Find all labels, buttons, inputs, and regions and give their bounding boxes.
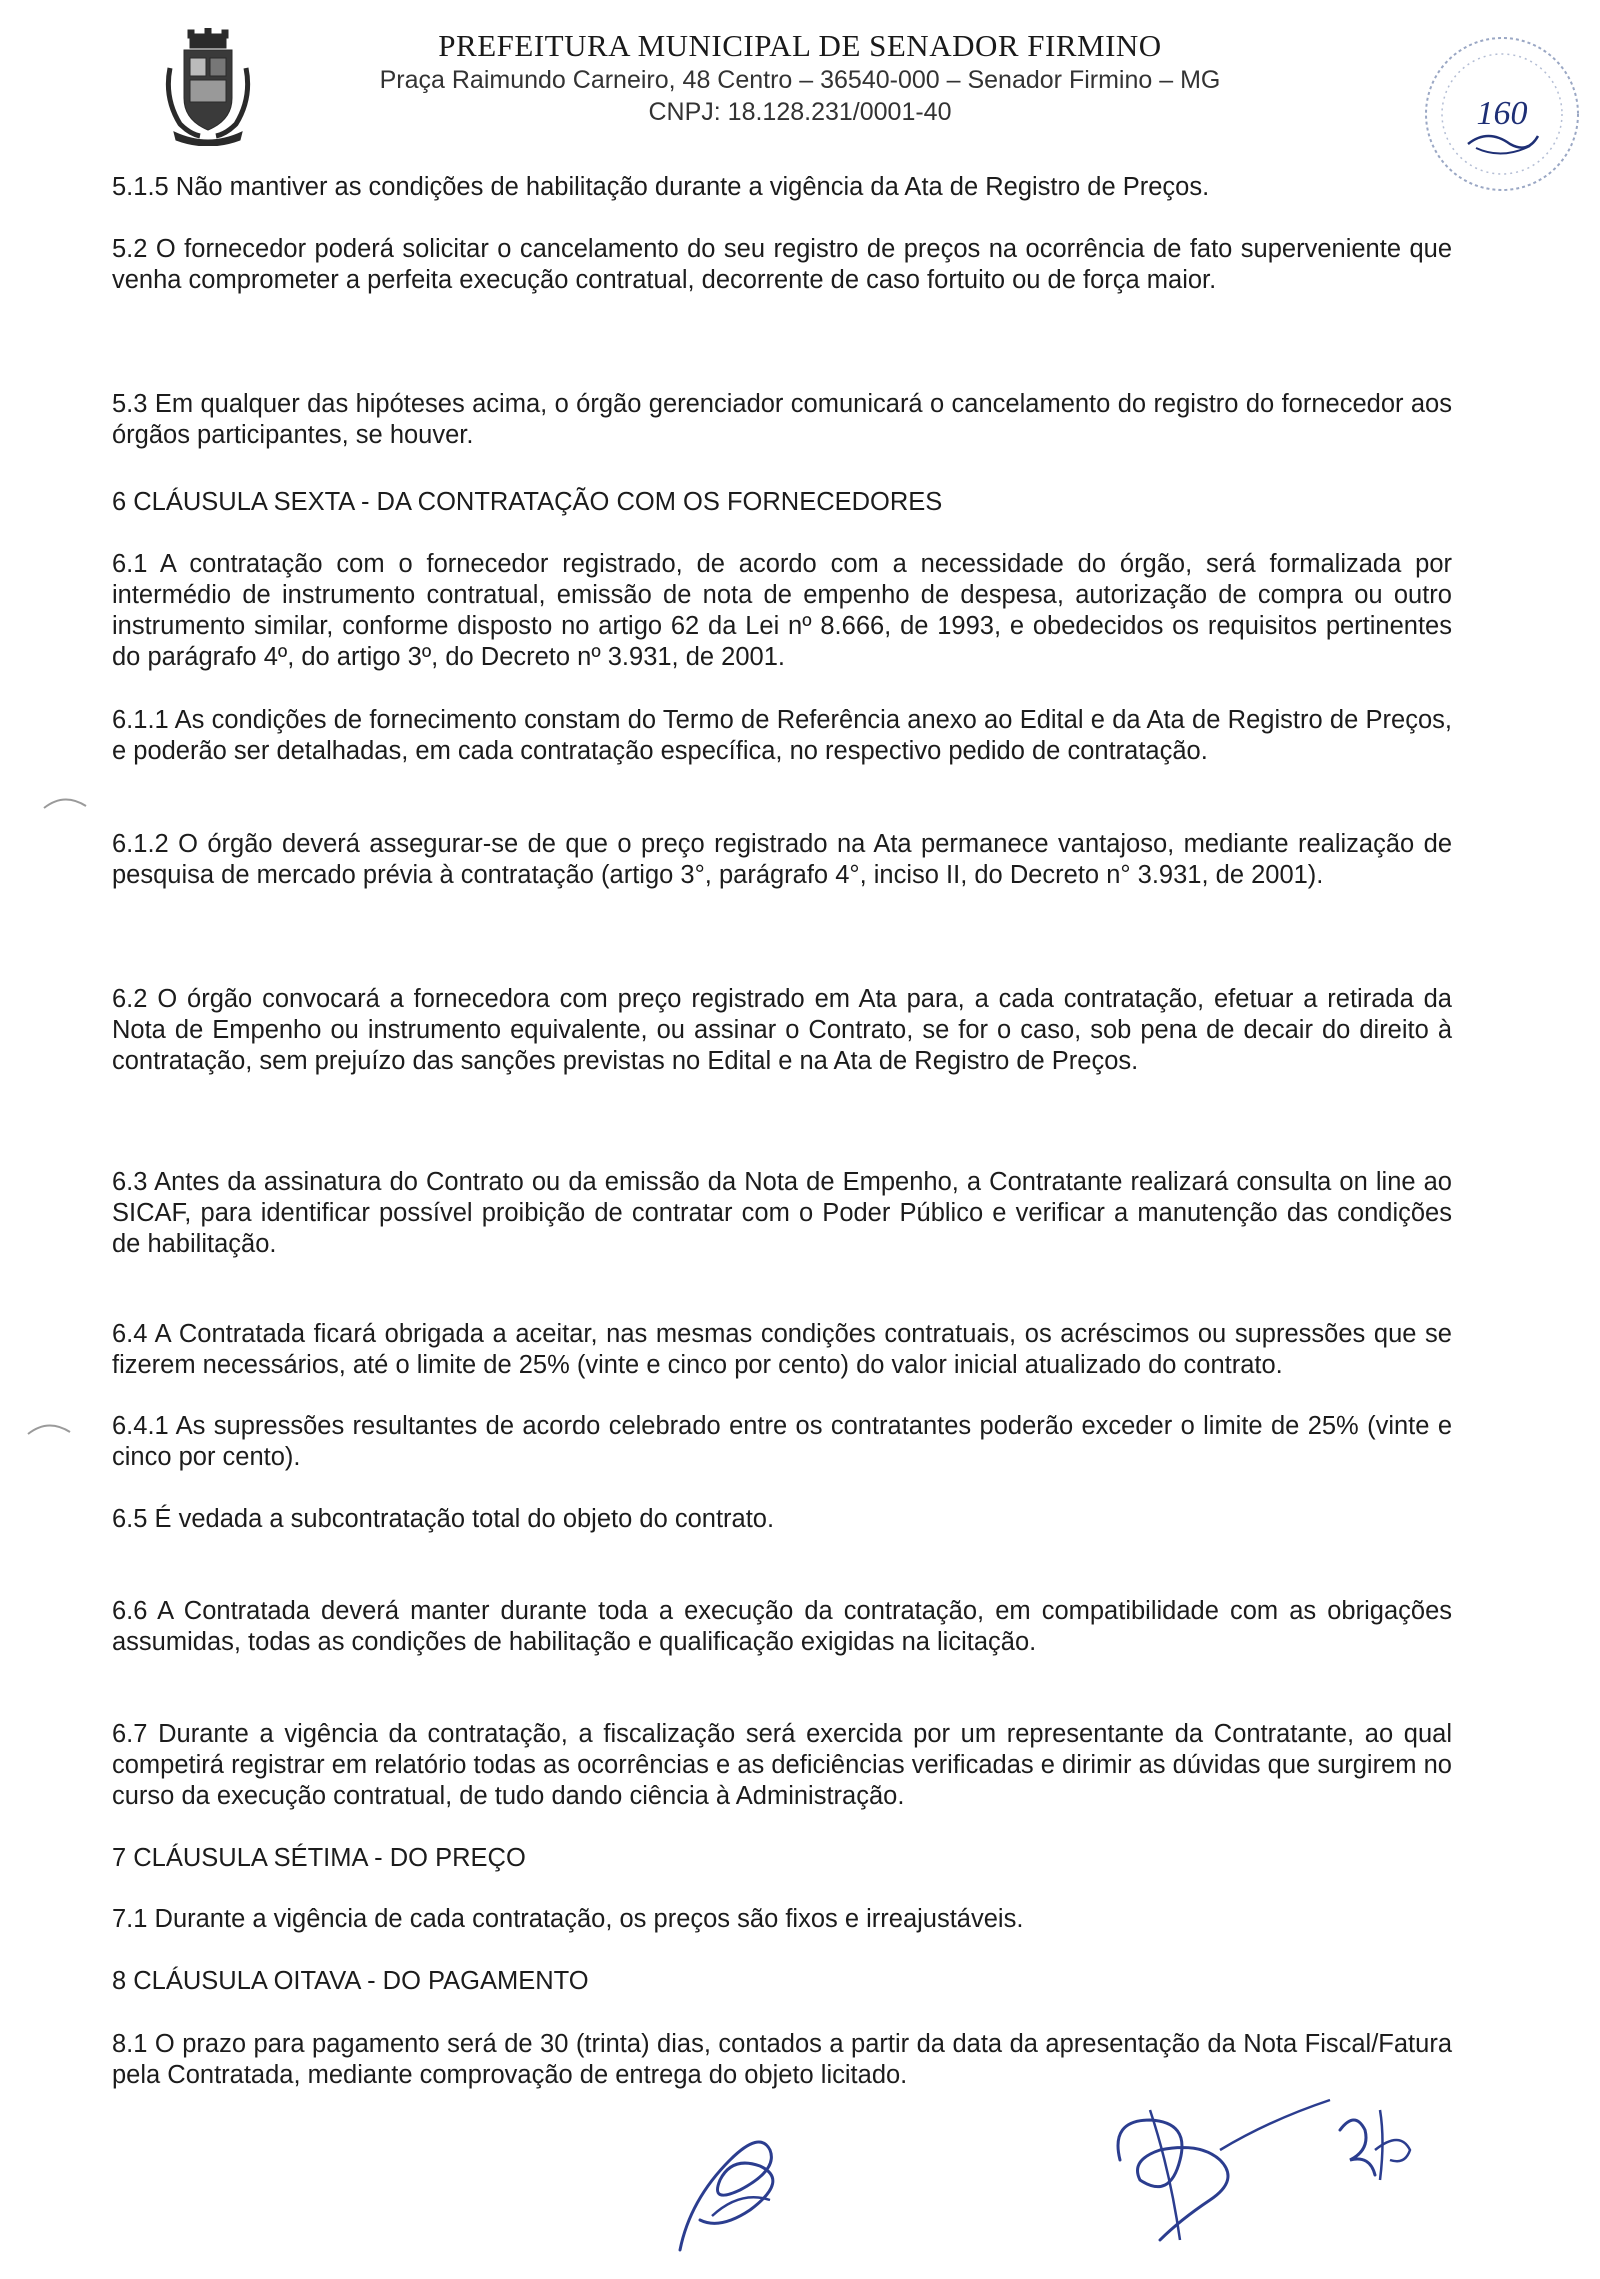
municipal-crest-icon bbox=[160, 28, 256, 146]
paragraph-6-1-1: 6.1.1 As condições de fornecimento constam do Termo de Referência anexo ao Edital e da Ata de Registro de Preços, e poderão ser detalhadas, em cada contratação específica, no respectivo pedido de contratação. bbox=[112, 706, 1452, 765]
paragraph-6-7: 6.7 Durante a vigência da contratação, a fiscalização será exercida por um representante da Contratante, ao qual competirá registrar em relatório todas as ocorrências e as deficiências verificadas e dirimir as dúvidas que surgirem no curso da execução contratual, de tudo dando ciência à Administração. bbox=[112, 1720, 1452, 1810]
letterhead bbox=[300, 28, 1300, 128]
paragraph-6-6: 6.6 A Contratada deverá manter durante toda a execução da contratação, em compatibilidade com as obrigações assumidas, todas as condições de habilitação e qualificação exigidas na licitação. bbox=[112, 1597, 1452, 1656]
paragraph-6-4-1: 6.4.1 As supressões resultantes de acordo celebrado entre os contratantes poderão exceder o limite de 25% (vinte e cinco por cento). bbox=[112, 1412, 1452, 1471]
heading-clause-6: 6 CLÁUSULA SEXTA - DA CONTRATAÇÃO COM OS FORNECEDORES bbox=[112, 488, 943, 516]
paragraph-6-5: 6.5 É vedada a subcontratação total do objeto do contrato. bbox=[112, 1505, 775, 1533]
municipality-name: PREFEITURA MUNICIPAL DE SENADOR FIRMINO bbox=[438, 28, 1162, 63]
paragraph-6-1: 6.1 A contratação com o fornecedor registrado, de acordo com a necessidade do órgão, será formalizada por intermédio de instrumento contratual, emissão de nota de empenho de despesa, autorização de compra ou outro instrumento similar, conforme disposto no artigo 62 da Lei nº 8.666, de 1993, e obedecidos os requisitos pertinentes do parágrafo 4º, do artigo 3º, do Decreto nº 3.931, de 2001. bbox=[112, 550, 1452, 671]
margin-tick-icon bbox=[24, 1418, 74, 1438]
municipality-address: Praça Raimundo Carneiro, 48 Centro – 36540-000 – Senador Firmino – MG bbox=[379, 66, 1221, 94]
municipality-cnpj: CNPJ: 18.128.231/0001-40 bbox=[648, 98, 952, 126]
heading-clause-7: 7 CLÁUSULA SÉTIMA - DO PREÇO bbox=[112, 1844, 526, 1872]
page-number: 160 bbox=[1476, 95, 1528, 132]
paragraph-7-1: 7.1 Durante a vigência de cada contratação, os preços são fixos e irreajustáveis. bbox=[112, 1905, 1024, 1933]
paragraph-6-3: 6.3 Antes da assinatura do Contrato ou da emissão da Nota de Empenho, a Contratante realizará consulta on line ao SICAF, para identificar possível proibição de contratar com o Poder Público e verificar a manutenção das condições de habilitação. bbox=[112, 1168, 1452, 1258]
initials-icon bbox=[1330, 2100, 1420, 2190]
paragraph-5-3: 5.3 Em qualquer das hipóteses acima, o órgão gerenciador comunicará o cancelamento do registro do fornecedor aos órgãos participantes, se houver. bbox=[112, 390, 1452, 449]
heading-clause-8: 8 CLÁUSULA OITAVA - DO PAGAMENTO bbox=[112, 1967, 589, 1995]
paragraph-6-1-2: 6.1.2 O órgão deverá assegurar-se de que o preço registrado na Ata permanece vantajoso, mediante realização de pesquisa de mercado prévia à contratação (artigo 3°, parágrafo 4°, inciso II, do Decreto n° 3.931, de 2001). bbox=[112, 830, 1452, 889]
signature-2-icon bbox=[1100, 2090, 1340, 2250]
margin-tick-icon bbox=[40, 792, 90, 812]
paragraph-6-2: 6.2 O órgão convocará a fornecedora com preço registrado em Ata para, a cada contratação, efetuar a retirada da Nota de Empenho ou instrumento equivalente, ou assinar o Contrato, se for o caso, sob pena de decair do direito à contratação, sem prejuízo das sanções previstas no Edital e na Ata de Registro de Preços. bbox=[112, 985, 1452, 1075]
paragraph-8-1: 8.1 O prazo para pagamento será de 30 (trinta) dias, contados a partir da data da apresentação da Nota Fiscal/Fatura pela Contratada, mediante comprovação de entrega do objeto licitado. bbox=[112, 2030, 1452, 2089]
paragraph-5-2: 5.2 O fornecedor poderá solicitar o cancelamento do seu registro de preços na ocorrência de fato superveniente que venha comprometer a perfeita execução contratual, decorrente de caso fortuito ou de força maior. bbox=[112, 235, 1452, 294]
paragraph-5-1-5: 5.1.5 Não mantiver as condições de habilitação durante a vigência da Ata de Registro de Preços. bbox=[112, 173, 1210, 201]
paragraph-6-4: 6.4 A Contratada ficará obrigada a aceitar, nas mesmas condições contratuais, os acréscimos ou supressões que se fizerem necessários, até o limite de 25% (vinte e cinco por cento) do valor inicial atualizado do contrato. bbox=[112, 1320, 1452, 1379]
signature-1-icon bbox=[660, 2120, 810, 2260]
